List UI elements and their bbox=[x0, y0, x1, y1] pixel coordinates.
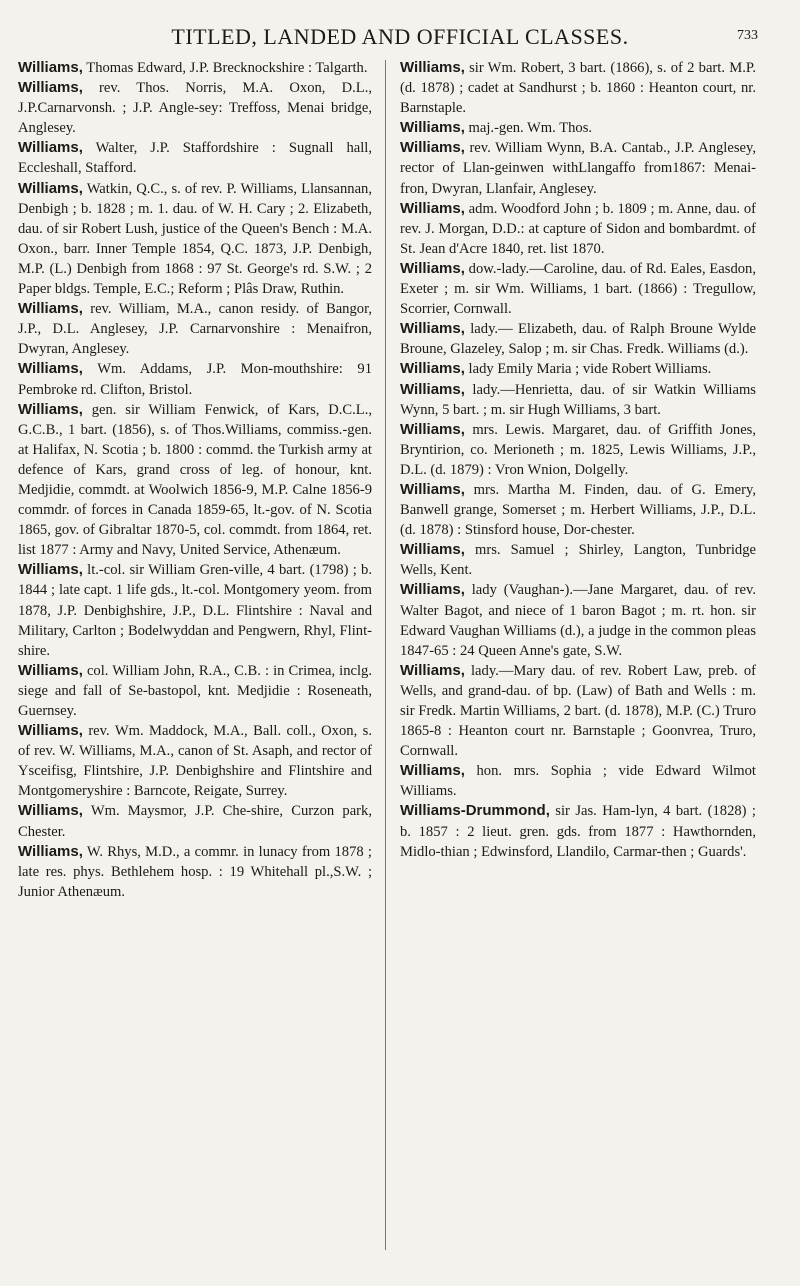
entry-surname: Williams, bbox=[18, 59, 83, 76]
left-column bbox=[18, 58, 372, 902]
directory-entry bbox=[400, 58, 756, 118]
entry-text: lady Emily Maria ; vide Robert Williams. bbox=[464, 361, 712, 378]
entry-text: rev. Wm. Maddock, M.A., Ball. coll., Oxon, s. of rev. W. Williams, M.A., canon of St. Asaph, and rector of Ysceifisg, Flintshire, J.P. Denbighshire and Flintshire and Montgomeryshire : Barncote, Reigate, Surrey. bbox=[18, 723, 372, 800]
directory-entry bbox=[18, 359, 372, 399]
entry-surname: Williams, bbox=[18, 360, 83, 378]
entry-text: lady.—Mary dau. of rev. Robert Law, preb. of Wells, and grand-dau. of bp. (Law) of Bath and Wells : m. sir Fredk. Martin Williams, 2 bart. (d. 1878), M.P. (C.) Truro 1865-8 : Heanton court nr. Barnstaple ; Goonvrea, Truro, Cornwall. bbox=[400, 662, 756, 760]
directory-entry bbox=[400, 580, 756, 660]
running-title: TITLED, LANDED AND OFFICIAL CLASSES. bbox=[171, 24, 629, 49]
directory-entry bbox=[18, 400, 372, 561]
directory-entry bbox=[400, 118, 756, 138]
directory-entry bbox=[400, 359, 756, 379]
entry-surname: Williams, bbox=[400, 59, 465, 76]
entry-surname: Williams, bbox=[400, 360, 465, 378]
page-number: 733 bbox=[737, 28, 758, 43]
entry-text: sir Wm. Robert, 3 bart. (1866), s. of 2 bart. M.P. (d. 1878) ; cadet at Sandhurst ; b. 1860 : Heanton court, nr. Barnstaple. bbox=[400, 60, 756, 117]
entry-surname: Williams, bbox=[400, 480, 465, 498]
entry-text: col. William John, R.A., C.B. : in Crimea, inclg. siege and fall of Se-bastopol, knt. Medjidie : Roseneath, Guernsey. bbox=[18, 662, 372, 719]
directory-entry bbox=[400, 761, 756, 801]
entry-surname: Williams, bbox=[18, 400, 83, 418]
entry-text: rev. William Wynn, B.A. Cantab., J.P. Anglesey, rector of Llan-geinwen withLlangaffo from1867: Menai-fron, Dwyran, Llanfair, Anglesey. bbox=[400, 140, 756, 197]
entry-text: rev. William, M.A., canon residy. of Bangor, J.P., D.L. Anglesey, J.P. Carnarvonshire : Menaifron, Dwyran, Anglesey. bbox=[18, 301, 372, 358]
entry-surname: Williams, bbox=[400, 320, 465, 338]
entry-text: mrs. Martha M. Finden, dau. of G. Emery, Banwell grange, Somerset ; m. Herbert Williams, J.P., D.L. (d. 1878) : Stinsford house, Dor-chester. bbox=[400, 481, 756, 539]
entry-text: mrs. Lewis. Margaret, dau. of Griffith Jones, Bryntirion, co. Merioneth ; m. 1825, Lewis Williams, J.P., D.L. (d. 1879) : Vron Wnion, Dolgelly. bbox=[400, 421, 756, 478]
entry-surname: Williams, bbox=[400, 541, 465, 559]
entry-text: Watkin, Q.C., s. of rev. P. Williams, Llansannan, Denbigh ; b. 1828 ; m. 1. dau. of W. H. Cary ; 2. Elizabeth, dau. of sir Robert Lush, justice of the Queen's Bench : M.A. Oxon., barr. Inner Temple 1854, Q.C. 1873, J.P. Denbigh, M.P. (L.) Denbigh from 1868 : 97 St. George's rd. S.W. ; 2 Paper bldgs. Temple, E.C.; Reform ; Plâs Draw, Ruthin. bbox=[18, 180, 372, 298]
entry-text: lady.—Henrietta, dau. of sir Watkin Williams Wynn, 5 bart. ; m. sir Hugh Williams, 3 bart. bbox=[400, 381, 756, 418]
column-divider bbox=[385, 60, 386, 1250]
directory-entry bbox=[18, 560, 372, 660]
entry-surname: Williams-Drummond, bbox=[400, 802, 550, 820]
entry-text: hon. mrs. Sophia ; vide Edward Wilmot Williams. bbox=[400, 763, 756, 800]
entry-text: adm. Woodford John ; b. 1809 ; m. Anne, dau. of rev. J. Morgan, D.D.: at capture of Sidon and bombardmt. of St. Jean d'Acre 1840, ret. list 1870. bbox=[400, 200, 756, 257]
directory-entry bbox=[18, 842, 372, 902]
directory-entry bbox=[18, 661, 372, 721]
directory-entry bbox=[400, 661, 756, 761]
directory-entry bbox=[400, 199, 756, 259]
page-header bbox=[0, 0, 800, 50]
directory-entry bbox=[18, 179, 372, 300]
entry-text: W. Rhys, M.D., a commr. in lunacy from 1878 ; late res. phys. Bethlehem hosp. : 19 Whitehall pl.,S.W. ; Junior Athenæum. bbox=[18, 843, 372, 900]
entry-surname: Williams, bbox=[400, 199, 465, 217]
entry-surname: Williams, bbox=[400, 420, 465, 438]
directory-entry bbox=[400, 420, 756, 480]
entry-surname: Williams, bbox=[400, 119, 465, 137]
right-column bbox=[400, 58, 756, 862]
directory-entry bbox=[18, 721, 372, 801]
entry-text: dow.-lady.—Caroline, dau. of Rd. Eales, Easdon, Exeter ; m. sir Wm. Williams, 1 bart. (1866) : Tregullow, Scorrier, Cornwall. bbox=[400, 260, 756, 318]
directory-entry bbox=[400, 259, 756, 319]
entry-surname: Williams, bbox=[18, 139, 83, 157]
entry-surname: Williams, bbox=[18, 79, 83, 97]
entry-text: Wm. Addams, J.P. Mon-mouthshire: 91 Pembroke rd. Clifton, Bristol. bbox=[18, 361, 372, 398]
entry-surname: Williams, bbox=[400, 380, 465, 398]
entry-surname: Williams, bbox=[18, 179, 83, 197]
directory-entry bbox=[400, 480, 756, 540]
entry-text: rev. Thos. Norris, M.A. Oxon, D.L., J.P.Carnarvonsh. ; J.P. Angle-sey: Treffoss, Menai bridge, Anglesey. bbox=[18, 80, 372, 137]
entry-text: lady (Vaughan-).—Jane Margaret, dau. of rev. Walter Bagot, and niece of 1 baron Bagot ; m. rt. hon. sir Edward Vaughan Williams (d.), a judge in the common pleas 1847-65 : 24 Queen Anne's gate, S.W. bbox=[400, 582, 756, 659]
entry-surname: Williams, bbox=[400, 661, 465, 679]
entry-surname: Williams, bbox=[18, 722, 83, 740]
entry-text: lady.— Elizabeth, dau. of Ralph Broune Wylde Broune, Glazeley, Salop ; m. sir Chas. Fredk. Williams (d.). bbox=[400, 321, 756, 358]
entry-surname: Williams, bbox=[400, 581, 465, 599]
entry-surname: Williams, bbox=[400, 259, 465, 277]
directory-entry bbox=[400, 319, 756, 359]
entry-surname: Williams, bbox=[18, 561, 83, 579]
entry-text: mrs. Samuel ; Shirley, Langton, Tunbridge Wells, Kent. bbox=[400, 542, 756, 579]
entry-text: maj.-gen. Wm. Thos. bbox=[464, 120, 593, 137]
entry-surname: Williams, bbox=[400, 762, 465, 780]
directory-entry bbox=[18, 138, 372, 178]
directory-entry bbox=[18, 801, 372, 841]
entry-text: sir Jas. Ham-lyn, 4 bart. (1828) ; b. 1857 : 2 lieut. gren. gds. from 1877 : Hawthornden, Midlo-thian ; Edwinsford, Llandilo, Carmar-then ; Guards'. bbox=[400, 803, 756, 860]
directory-entry bbox=[400, 801, 756, 861]
entry-text: Walter, J.P. Staffordshire : Sugnall hall, Eccleshall, Stafford. bbox=[18, 140, 372, 177]
entry-surname: Williams, bbox=[18, 661, 83, 679]
directory-entry bbox=[400, 540, 756, 580]
entry-text: Wm. Maysmor, J.P. Che-shire, Curzon park, Chester. bbox=[18, 803, 372, 840]
directory-entry bbox=[18, 58, 372, 78]
entry-surname: Williams, bbox=[18, 802, 83, 820]
entry-surname: Williams, bbox=[18, 842, 83, 860]
directory-entry bbox=[18, 78, 372, 138]
directory-entry bbox=[18, 299, 372, 359]
entry-surname: Williams, bbox=[400, 139, 465, 157]
entry-text: Thomas Edward, J.P. Brecknockshire : Talgarth. bbox=[82, 60, 368, 76]
entry-surname: Williams, bbox=[18, 300, 83, 318]
directory-entry bbox=[400, 380, 756, 420]
entry-text: gen. sir William Fenwick, of Kars, D.C.L., G.C.B., 1 bart. (1856), s. of Thos.Williams, commiss.-gen. at Halifax, N. Scotia ; b. 1800 : commd. the Turkish army at defence of Kars, grand cross of leg. of honour, knt. Medjidie, commdt. at Woolwich 1856-9, M.P. Calne 1856-9 commdr. of forces in Canada 1859-65, lt.-gov. of N. Scotia 1865, gov. of Gibraltar 1870-5, col. commdt. from 1864, ret. list 1877 : Army and Navy, United Service, Athenæum. bbox=[18, 401, 372, 559]
entry-text: lt.-col. sir William Gren-ville, 4 bart. (1798) ; b. 1844 ; late capt. 1 life gds., lt.-col. Montgomery yeom. from 1878, J.P. Denbighshire, J.P., D.L. Flintshire : Naval and Military, Carlton ; Bodelwyddan and Pengwern, Rhyl, Flint-shire. bbox=[18, 562, 372, 659]
directory-entry bbox=[400, 138, 756, 198]
